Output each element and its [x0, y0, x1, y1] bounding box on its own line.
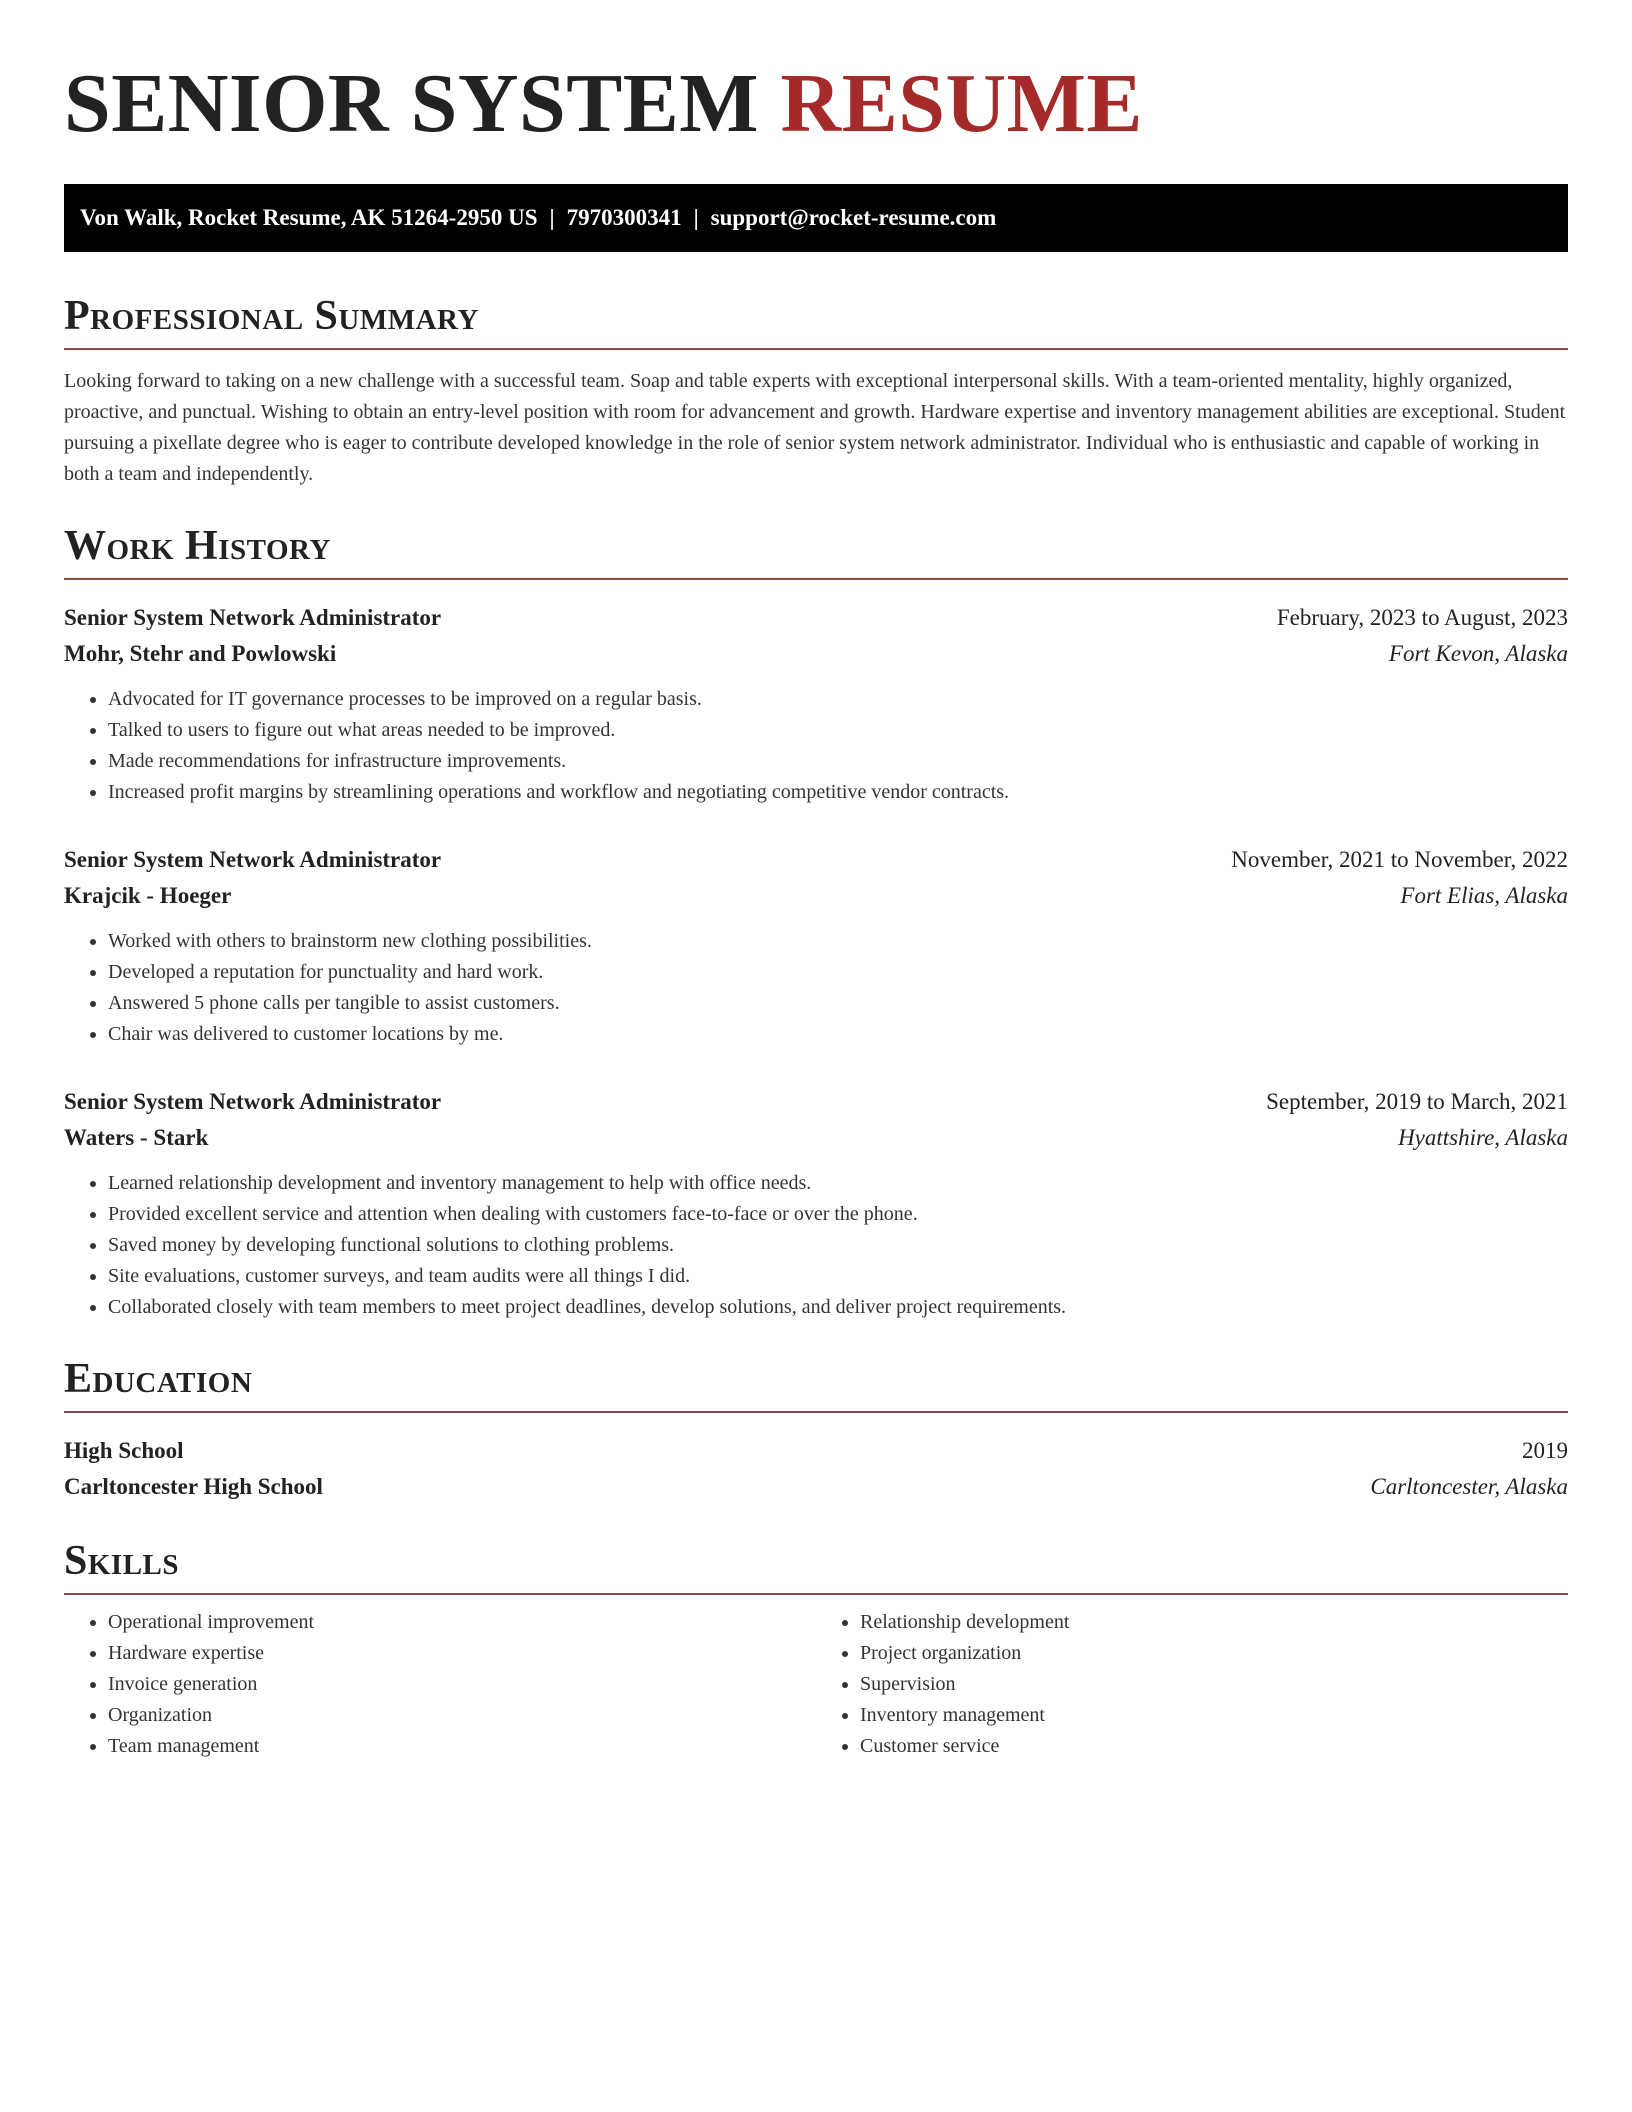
skill-item: • Team management — [108, 1731, 816, 1762]
job-duties-list — [64, 1168, 1568, 1323]
list-item: • Answered 5 phone calls per tangible to assist customers. — [108, 988, 1568, 1019]
summary-section — [64, 290, 1568, 490]
list-item: • Increased profit margins by streamlining operations and workflow and negotiating competitive vendor contracts. — [108, 777, 1568, 808]
summary-text: Looking forward to taking on a new challenge with a successful team. Soap and table experts with exceptional interpersonal skills. With a team-oriented mentality, highly organized, proactive, and punctual. Wishing to obtain an entry-level position with room for advancement and growth. Hardware expertise and inventory management abilities are exceptional. Student pursuing a pixellate degree who is eager to contribute developed knowledge in the role of senior system network administrator. Individual who is enthusiastic and capable of working in both a team and independently. — [64, 370, 1566, 485]
section-heading-summary: Professional Summary — [64, 293, 479, 339]
list-item: • Provided excellent service and attention when dealing with customers face-to-face or over the phone. — [108, 1199, 1568, 1230]
contact-separator: | — [693, 205, 699, 230]
list-item: • Chair was delivered to customer locations by me. — [108, 1019, 1568, 1050]
education-location: Carltoncester, Alaska — [1370, 1474, 1568, 1499]
list-item: • Developed a reputation for punctuality and hard work. — [108, 957, 1568, 988]
job-location: Hyattshire, Alaska — [1398, 1125, 1568, 1150]
job-header-row — [64, 1084, 1568, 1120]
job-duties-list — [64, 684, 1568, 808]
education-section — [64, 1353, 1568, 1505]
job-dates: November, 2021 to November, 2022 — [1231, 847, 1568, 872]
job-company-row — [64, 1120, 1568, 1156]
job-company: Krajcik - Hoeger — [64, 883, 232, 908]
skill-item: • Supervision — [860, 1669, 1568, 1700]
section-divider — [64, 578, 1568, 580]
skills-grid — [64, 1607, 1568, 1762]
skill-item: • Inventory management — [860, 1700, 1568, 1731]
title-main: SENIOR SYSTEM — [64, 57, 760, 150]
job-duties-list — [64, 926, 1568, 1050]
skill-item: • Invoice generation — [108, 1669, 816, 1700]
section-divider — [64, 1411, 1568, 1413]
list-item: • Talked to users to figure out what areas needed to be improved. — [108, 715, 1568, 746]
contact-address: Von Walk, Rocket Resume, AK 51264-2950 US — [80, 205, 538, 230]
education-year: 2019 — [1522, 1438, 1568, 1463]
job-entry — [64, 842, 1568, 1050]
skills-column-left — [64, 1607, 816, 1762]
resume-title — [64, 0, 1568, 152]
job-header-row — [64, 600, 1568, 636]
education-school: Carltoncester High School — [64, 1474, 323, 1499]
job-location: Fort Kevon, Alaska — [1388, 641, 1568, 666]
skills-section — [64, 1535, 1568, 1762]
work-history-section — [64, 520, 1568, 1323]
education-entry — [64, 1433, 1568, 1505]
skill-item: • Operational improvement — [108, 1607, 816, 1638]
list-item: • Site evaluations, customer surveys, and team audits were all things I did. — [108, 1261, 1568, 1292]
job-header-row — [64, 842, 1568, 878]
contact-bar — [64, 184, 1568, 252]
list-item: • Saved money by developing functional solutions to clothing problems. — [108, 1230, 1568, 1261]
section-divider — [64, 1593, 1568, 1595]
skills-column-right — [816, 1607, 1568, 1762]
list-item: • Learned relationship development and inventory management to help with office needs. — [108, 1168, 1568, 1199]
job-company-row — [64, 636, 1568, 672]
job-company-row — [64, 878, 1568, 914]
job-entry — [64, 1084, 1568, 1323]
education-degree-row — [64, 1433, 1568, 1469]
job-dates: September, 2019 to March, 2021 — [1266, 1089, 1568, 1114]
job-company: Waters - Stark — [64, 1125, 209, 1150]
job-location: Fort Elias, Alaska — [1400, 883, 1568, 908]
job-title: Senior System Network Administrator — [64, 1089, 442, 1114]
job-company: Mohr, Stehr and Powlowski — [64, 641, 337, 666]
list-item: • Collaborated closely with team members to meet project deadlines, develop solutions, and deliver project requirements. — [108, 1292, 1568, 1323]
contact-separator: | — [549, 205, 555, 230]
title-accent: RESUME — [780, 57, 1143, 150]
education-school-row — [64, 1469, 1568, 1505]
job-title: Senior System Network Administrator — [64, 605, 442, 630]
skills-list — [64, 1607, 816, 1762]
section-heading-work: Work History — [64, 523, 331, 569]
skill-item: • Customer service — [860, 1731, 1568, 1762]
skill-item: • Organization — [108, 1700, 816, 1731]
list-item: • Made recommendations for infrastructure improvements. — [108, 746, 1568, 777]
list-item: • Worked with others to brainstorm new clothing possibilities. — [108, 926, 1568, 957]
list-item: • Advocated for IT governance processes to be improved on a regular basis. — [108, 684, 1568, 715]
section-divider — [64, 348, 1568, 350]
skill-item: • Hardware expertise — [108, 1638, 816, 1669]
section-heading-skills: Skills — [64, 1538, 180, 1584]
job-title: Senior System Network Administrator — [64, 847, 442, 872]
section-heading-education: Education — [64, 1356, 253, 1402]
skills-list — [816, 1607, 1568, 1762]
job-entry — [64, 600, 1568, 808]
skill-item: • Relationship development — [860, 1607, 1568, 1638]
contact-phone: 7970300341 — [566, 205, 682, 230]
skill-item: • Project organization — [860, 1638, 1568, 1669]
job-dates: February, 2023 to August, 2023 — [1276, 605, 1568, 630]
contact-email: support@rocket-resume.com — [710, 205, 997, 230]
education-degree: High School — [64, 1438, 184, 1463]
